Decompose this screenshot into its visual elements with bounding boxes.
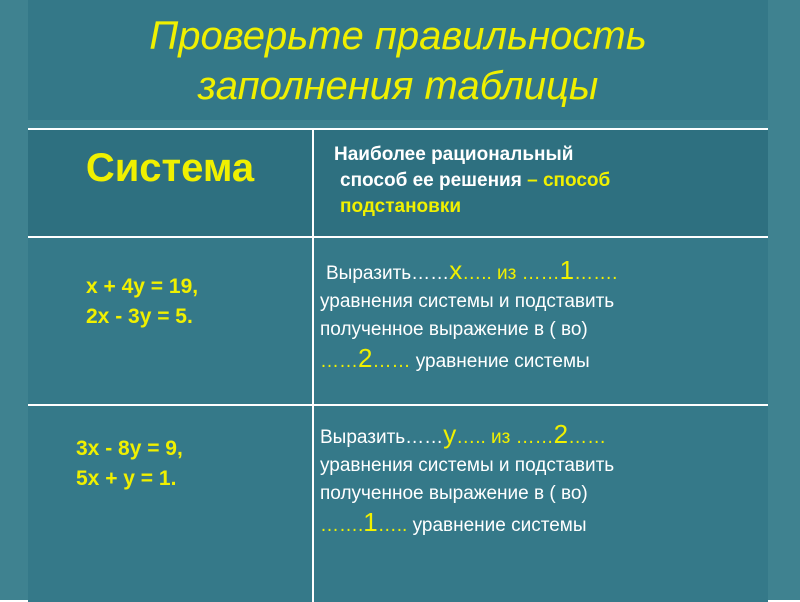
row-divider-1 <box>28 236 768 238</box>
answer-equation-number: 1 <box>559 255 575 285</box>
system-2-eq-1: 3x - 8y = 9, <box>76 437 183 460</box>
title-line-1: Проверьте правильность <box>149 14 647 58</box>
answer-target-equation: 2 <box>358 343 373 373</box>
header-method-text-2-highlight: – способ <box>521 170 611 191</box>
system-1 <box>86 272 198 332</box>
header-method-line-2 <box>334 168 754 194</box>
answer-dots: …… <box>372 351 411 372</box>
method-1 <box>320 256 760 376</box>
equation-label: уравнение системы <box>410 351 590 372</box>
answer-prefix: ……. <box>320 515 364 536</box>
header-method-line-3 <box>334 194 754 220</box>
header-system: Система <box>85 145 255 190</box>
answer-tail: ……. <box>574 263 618 284</box>
express-label: Выразить…… <box>320 427 444 448</box>
equation-label: уравнение системы <box>407 515 587 536</box>
answer-variable: y <box>443 419 457 449</box>
system-1-eq-2: 2x - 3y = 5. <box>86 305 193 328</box>
system-1-eq-1: x + 4y = 19, <box>86 275 199 298</box>
method-1-line-3: полученное выражение в ( во) <box>320 319 588 340</box>
express-label: Выразить…… <box>326 263 450 284</box>
answer-tail: …… <box>568 427 607 448</box>
answer-table <box>28 128 768 602</box>
answer-target-equation: 1 <box>363 507 378 537</box>
method-2-line-1 <box>320 420 760 452</box>
method-1-line-1 <box>320 256 760 288</box>
header-method-text-3: подстановки <box>340 196 462 217</box>
answer-variable: x <box>449 255 463 285</box>
method-2-line-3: полученное выражение в ( во) <box>320 483 588 504</box>
header-method-text-1: Наиболее рациональный <box>334 144 574 165</box>
method-2-line-4 <box>320 508 760 540</box>
column-divider <box>312 130 314 602</box>
row-divider-2 <box>28 404 768 406</box>
method-1-line-4 <box>320 344 760 376</box>
system-2 <box>76 434 183 494</box>
answer-mid: ….. из …… <box>462 263 560 284</box>
answer-equation-number: 2 <box>553 419 569 449</box>
answer-dots: ….. <box>377 515 408 536</box>
method-1-line-2: уравнения системы и подставить <box>320 291 615 312</box>
answer-mid: ….. из …… <box>456 427 554 448</box>
slide-title <box>28 0 768 120</box>
method-2 <box>320 420 760 540</box>
answer-prefix: …… <box>320 351 358 372</box>
header-method-text-2: способ ее решения <box>340 170 522 191</box>
title-line-2: заполнения таблицы <box>197 64 599 108</box>
system-2-eq-2: 5x + y = 1. <box>76 467 177 490</box>
method-2-line-2: уравнения системы и подставить <box>320 455 615 476</box>
header-method <box>334 142 754 220</box>
header-method-line-1 <box>334 142 754 168</box>
